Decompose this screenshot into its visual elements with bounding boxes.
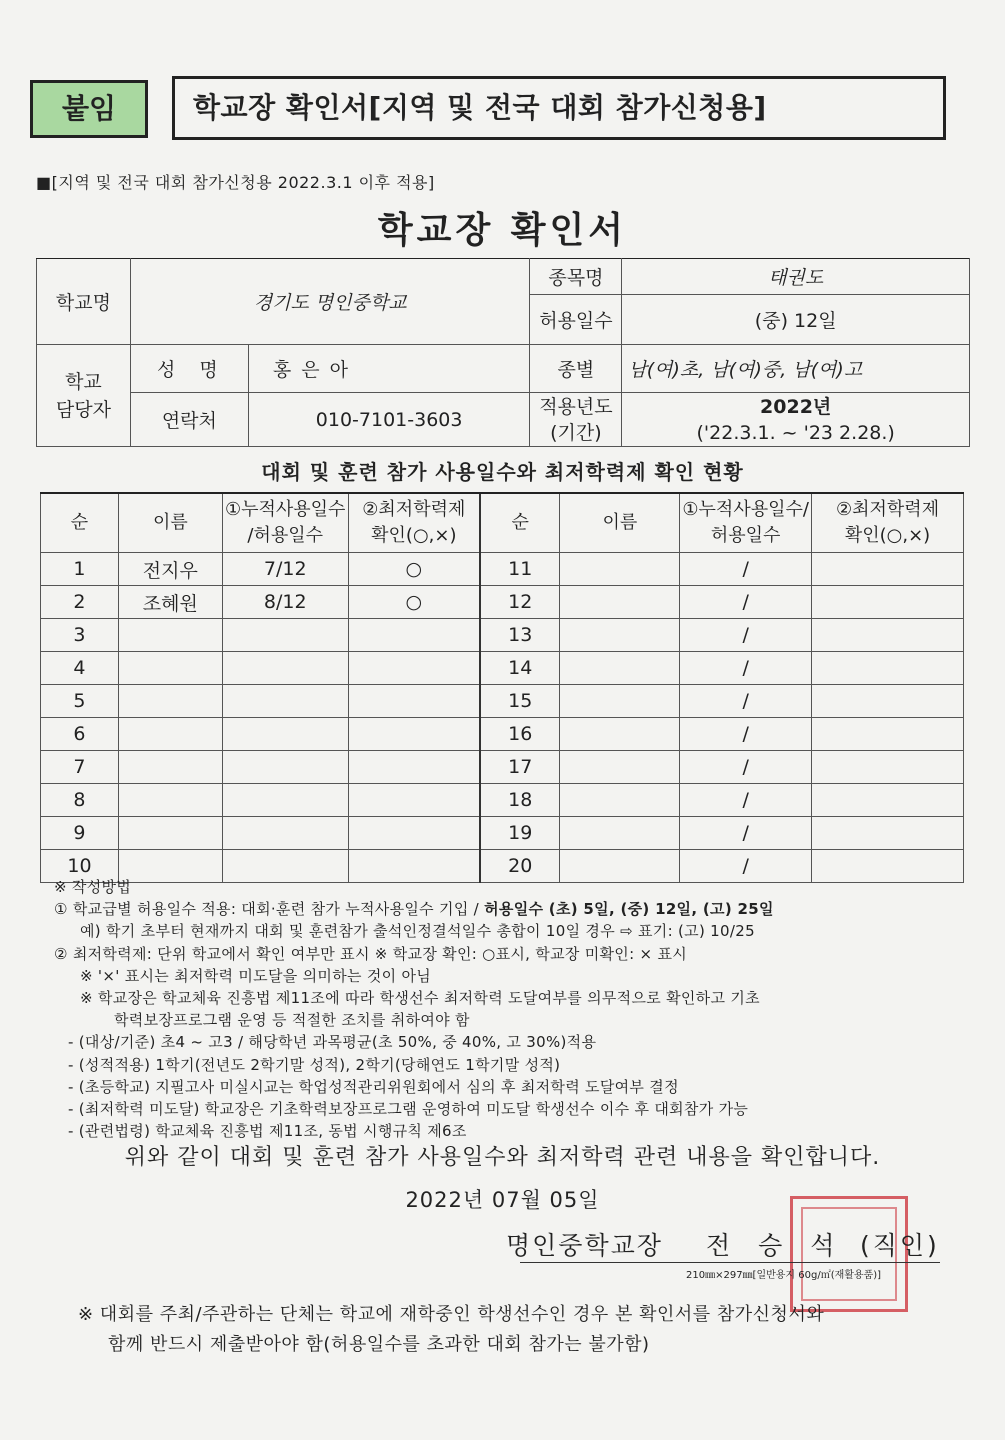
footer-line-1: ※ 대회를 주최/주관하는 단체는 학교에 재학중인 학생선수인 경우 본 확인서를 참가신청서와 (78, 1304, 825, 1325)
cell-check2 (812, 553, 964, 586)
period-value: ('22.3.1. ~ '23 2.28.) (696, 421, 895, 444)
cell-name2 (560, 652, 680, 685)
cell-no2: 20 (480, 850, 560, 883)
manager-name: 홍 은 아 (248, 345, 530, 393)
table-row (41, 586, 964, 619)
note-detail-1: - (대상/기준) 초4 ~ 고3 / 해당학년 과목평균(초 50%, 중 40%, 고 30%)적용 (68, 1033, 597, 1052)
cell-no: 9 (41, 817, 119, 850)
note-detail-5: - (관련법령) 학교체육 진흥법 제11조, 동법 시행규칙 제6조 (68, 1122, 467, 1141)
cell-no2: 19 (480, 817, 560, 850)
cell-no2: 17 (480, 751, 560, 784)
status-table-title: 대회 및 훈련 참가 사용일수와 최저학력제 확인 현황 (261, 460, 744, 484)
school-value: 경기도 명인중학교 (130, 259, 530, 345)
cell-check (348, 784, 480, 817)
cell-no: 2 (41, 586, 119, 619)
cell-days2: / (680, 619, 812, 652)
note-1-example: 예) 학기 초부터 현재까지 대회 및 훈련참가 출석인정결석일수 총합이 10일 경우 ⇨ 표기: (고) 10/25 (80, 922, 755, 941)
cell-days (222, 784, 348, 817)
cell-check (348, 619, 480, 652)
note-2-sub-2a: ※ 학교장은 학교체육 진흥법 제11조에 따라 학생선수 최저학력 도달여부를 의무적으로 확인하고 기초 (80, 989, 760, 1008)
cell-check2 (812, 751, 964, 784)
table-row (41, 751, 964, 784)
table-body (41, 553, 964, 883)
cell-name (118, 784, 222, 817)
cell-no: 1 (41, 553, 119, 586)
school-info-table (36, 258, 970, 447)
note-2-sub-2b: 학력보장프로그램 운영 등 적절한 조치를 취하여야 함 (114, 1011, 470, 1030)
cell-no: 6 (41, 718, 119, 751)
cell-check2 (812, 586, 964, 619)
footer-line-2: 함께 반드시 제출받아야 함(허용일수를 초과한 대회 참가는 불가함) (108, 1334, 650, 1355)
cell-name2 (560, 817, 680, 850)
paper-spec: 210㎜×297㎜[일반용지 60g/㎡(재활용품)] (686, 1270, 882, 1281)
cell-name2 (560, 553, 680, 586)
event-label: 종목명 (530, 259, 622, 295)
principal-name: 전 승 석 (706, 1231, 845, 1260)
cell-no2: 16 (480, 718, 560, 751)
instructions (54, 876, 964, 1142)
cell-check (348, 685, 480, 718)
cell-check (348, 718, 480, 751)
cell-no: 4 (41, 652, 119, 685)
cell-name2 (560, 784, 680, 817)
cell-days2: / (680, 586, 812, 619)
event-value: 태권도 (622, 259, 970, 295)
cell-check2 (812, 652, 964, 685)
cell-no: 5 (41, 685, 119, 718)
cell-days2: / (680, 652, 812, 685)
cell-days: 8/12 (222, 586, 348, 619)
cell-name2 (560, 586, 680, 619)
cell-days (222, 817, 348, 850)
cell-check (348, 751, 480, 784)
cell-no2: 18 (480, 784, 560, 817)
note-1-bold: 허용일수 (초) 5일, (중) 12일, (고) 25일 (484, 900, 774, 919)
cell-days (222, 652, 348, 685)
notes-heading: ※ 작성방법 (54, 878, 132, 896)
header-check-2: ②최저학력제 확인(○,×) (812, 493, 964, 553)
document-title: 학교장 확인서 (377, 210, 628, 251)
cell-days2: / (680, 784, 812, 817)
cell-check: ○ (348, 586, 480, 619)
cell-days2: / (680, 685, 812, 718)
header-no: 순 (41, 493, 119, 553)
allowed-days-label: 허용일수 (530, 295, 622, 345)
cell-no2: 13 (480, 619, 560, 652)
form-subtitle: ■[지역 및 전국 대회 참가신청용 2022.3.1 이후 적용] (36, 173, 435, 192)
cell-days (222, 751, 348, 784)
cell-name2 (560, 751, 680, 784)
header-days: ①누적사용일수 /허용일수 (222, 493, 348, 553)
cell-days: 7/12 (222, 553, 348, 586)
form-title-box: 학교장 확인서[지역 및 전국 대회 참가신청용] (172, 76, 946, 140)
name-label: 성 명 (130, 345, 248, 393)
note-1 (54, 898, 964, 920)
year-cell (622, 393, 970, 447)
cell-days2: / (680, 817, 812, 850)
manager-label: 학교 담당자 (37, 345, 131, 447)
cell-check2 (812, 784, 964, 817)
cell-days2: / (680, 718, 812, 751)
cell-days2: / (680, 850, 812, 883)
cell-name2 (560, 619, 680, 652)
cell-name2 (560, 685, 680, 718)
table-row (41, 652, 964, 685)
note-detail-2: - (성적적용) 1학기(전년도 2학기말 성적), 2학기(당해연도 1학기말 성적) (68, 1055, 561, 1074)
cell-no2: 11 (480, 553, 560, 586)
cell-name (118, 685, 222, 718)
header-no-2: 순 (480, 493, 560, 553)
cell-days (222, 718, 348, 751)
school-label: 학교명 (37, 259, 131, 345)
note-detail-4: - (최저학력 미도달) 학교장은 기초학력보장프로그램 운영하여 미도달 학생선수 이수 후 대회참가 가능 (68, 1100, 749, 1119)
cell-check: ○ (348, 553, 480, 586)
cell-no: 3 (41, 619, 119, 652)
issue-date: 2022년 07월 05일 (405, 1188, 600, 1212)
note-detail-3: - (초등학교) 지필고사 미실시교는 학업성적관리위원회에서 심의 후 최저학력 도달여부 결정 (68, 1077, 679, 1096)
cell-check2 (812, 685, 964, 718)
cell-no: 8 (41, 784, 119, 817)
cell-name (118, 817, 222, 850)
table-row (41, 718, 964, 751)
cell-name (118, 751, 222, 784)
cell-name (118, 652, 222, 685)
cell-name2 (560, 718, 680, 751)
cell-check2 (812, 619, 964, 652)
note-1-text: ① 학교급별 허용일수 적용: 대회·훈련 참가 누적사용일수 기입 / (54, 900, 485, 919)
contact-label: 연락처 (130, 393, 248, 447)
cell-days (222, 685, 348, 718)
year-value: 2022년 (760, 395, 832, 418)
cell-name (118, 718, 222, 751)
cell-no: 10 (41, 850, 119, 883)
footer-note (78, 1300, 958, 1360)
cell-check (348, 652, 480, 685)
attachment-badge: 붙임 (30, 80, 148, 138)
confirmation-text: 위와 같이 대회 및 훈련 참가 사용일수와 최저학력 관련 내용을 확인합니다. (124, 1145, 881, 1170)
table-row (41, 685, 964, 718)
table-row (41, 817, 964, 850)
note-2-sub-1: ※ '×' 표시는 최저학력 미도달을 의미하는 것이 아님 (80, 966, 432, 985)
year-label: 적용년도 (기간) (530, 393, 622, 447)
table-row (41, 619, 964, 652)
cell-no2: 12 (480, 586, 560, 619)
header-name: 이름 (118, 493, 222, 553)
header-name-2: 이름 (560, 493, 680, 553)
cell-no2: 15 (480, 685, 560, 718)
gender-value: 남(여)초, 남(여)중, 남(여)고 (622, 345, 970, 393)
cell-check2 (812, 718, 964, 751)
cell-no: 7 (41, 751, 119, 784)
header-days-2: ①누적사용일수/ 허용일수 (680, 493, 812, 553)
contact-value: 010-7101-3603 (248, 393, 530, 447)
participation-table (40, 492, 964, 883)
cell-days2: / (680, 553, 812, 586)
cell-days2: / (680, 751, 812, 784)
header-check: ②최저학력제 확인(○,×) (348, 493, 480, 553)
allowed-days-value: (중) 12일 (622, 295, 970, 345)
signature-rule (520, 1262, 940, 1263)
seal-mark: (직인) (860, 1231, 940, 1260)
cell-no2: 14 (480, 652, 560, 685)
cell-name (118, 619, 222, 652)
cell-name: 조혜원 (118, 586, 222, 619)
table-row (41, 784, 964, 817)
principal-title: 명인중학교장 (506, 1231, 663, 1260)
gender-label: 종별 (530, 345, 622, 393)
cell-check (348, 817, 480, 850)
cell-days (222, 619, 348, 652)
cell-check2 (812, 817, 964, 850)
cell-name: 전지우 (118, 553, 222, 586)
note-2: ② 최저학력제: 단위 학교에서 확인 여부만 표시 ※ 학교장 확인: ○표시, 학교장 미확인: × 표시 (54, 944, 688, 963)
table-row (41, 553, 964, 586)
